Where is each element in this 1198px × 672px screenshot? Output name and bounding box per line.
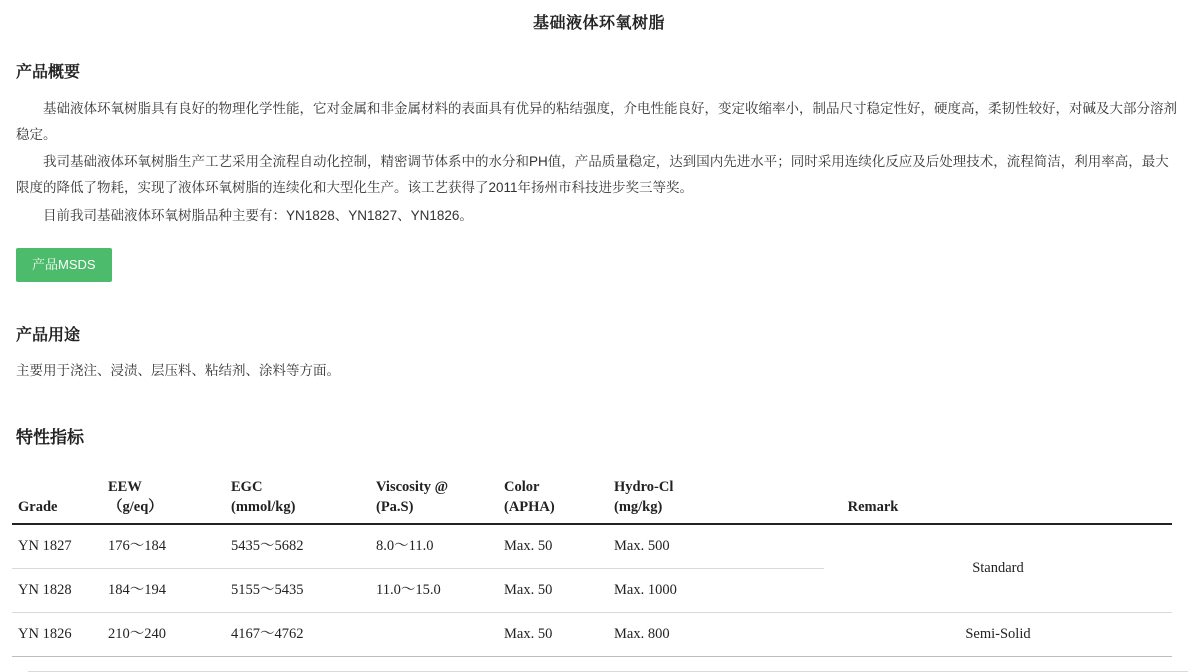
cell-eew: 184～194 [108, 569, 231, 613]
product-msds-button[interactable]: 产品MSDS [16, 248, 112, 282]
cell-viscosity [376, 612, 504, 656]
cell-hydro-cl: Max. 500 [614, 524, 824, 568]
cell-color: Max. 50 [504, 569, 614, 613]
column-header-remark-main: Remark [847, 498, 899, 515]
cell-egc: 5435～5682 [231, 524, 376, 568]
specs-table-head [12, 478, 1172, 524]
cell-color: Max. 50 [504, 612, 614, 656]
cell-remark: Semi-Solid [824, 612, 1172, 656]
column-header-hydro-cl-main: Hydro-Cl [614, 479, 674, 496]
column-header-egc-sub: (mmol/kg) [231, 498, 296, 515]
column-header-hydro-cl-sub: (mg/kg) [614, 498, 663, 515]
cell-viscosity: 11.0～15.0 [376, 569, 504, 613]
cell-color: Max. 50 [504, 524, 614, 568]
cell-grade: YN 1827 [12, 524, 108, 568]
overview-paragraph-1: 基础液体环氧树脂具有良好的物理化学性能，它对金属和非金属材料的表面具有优异的粘结强度，介电性能良好，变定收缩率小，制品尺寸稳定性好，硬度高，柔韧性较好，对碱及大部分溶剂稳定。 [16, 101, 1177, 142]
usage-heading: 产品用途 [16, 326, 81, 344]
cell-eew: 176～184 [108, 524, 231, 568]
cell-eew: 210～240 [108, 612, 231, 656]
column-header-color [504, 478, 614, 524]
overview-heading: 产品概要 [16, 64, 81, 81]
column-header-eew-sub: （g/eq） [108, 498, 163, 515]
column-header-egc [231, 478, 376, 524]
table-row [12, 524, 1172, 568]
cell-remark: Standard [824, 524, 1172, 612]
column-header-viscosity-sub: (Pa.S) [376, 498, 414, 515]
cell-hydro-cl: Max. 800 [614, 612, 824, 656]
cell-hydro-cl: Max. 1000 [614, 569, 824, 613]
overview-paragraph-2: 我司基础液体环氧树脂生产工艺采用全流程自动化控制，精密调节体系中的水分和PH值，产品质量稳定，达到国内先进水平；同时采用连续化反应及后处理技术，流程简洁，利用率高，最大限度的降低了物耗，实现了液体环氧树脂的连续化和大型化生产。该工艺获得了2011年扬州市科技进步奖三等奖。 [16, 154, 1169, 195]
cell-egc: 5155～5435 [231, 569, 376, 613]
cell-egc: 4167～4762 [231, 612, 376, 656]
column-header-color-main: Color [504, 479, 540, 496]
column-header-grade-main: Grade [18, 498, 58, 515]
column-header-color-sub: (APHA) [504, 498, 555, 515]
usage-section [0, 322, 1198, 383]
column-header-hydro-cl [614, 478, 824, 524]
specs-section [0, 423, 1198, 672]
column-header-grade [12, 478, 108, 524]
column-header-viscosity-main: Viscosity @ [376, 479, 449, 496]
column-header-egc-main: EGC [231, 479, 263, 496]
column-header-eew-main: EEW [108, 479, 142, 496]
page-title: 基础液体环氧树脂 [532, 15, 665, 32]
usage-text: 主要用于浇注、浸渍、层压料、粘结剂、涂料等方面。 [16, 362, 340, 378]
table-row [12, 612, 1172, 656]
cell-viscosity: 8.0～11.0 [376, 524, 504, 568]
overview-paragraph-3: 目前我司基础液体环氧树脂品种主要有：YN1828、YN1827、YN1826。 [43, 207, 473, 223]
specs-table [12, 478, 1172, 657]
cell-grade: YN 1828 [12, 569, 108, 613]
overview-section [0, 59, 1198, 282]
table-header-row [12, 478, 1172, 524]
cell-grade: YN 1826 [12, 612, 108, 656]
column-header-eew [108, 478, 231, 524]
column-header-viscosity [376, 478, 504, 524]
column-header-remark [824, 478, 1172, 524]
specs-heading: 特性指标 [16, 428, 84, 448]
specs-table-body [12, 524, 1172, 656]
